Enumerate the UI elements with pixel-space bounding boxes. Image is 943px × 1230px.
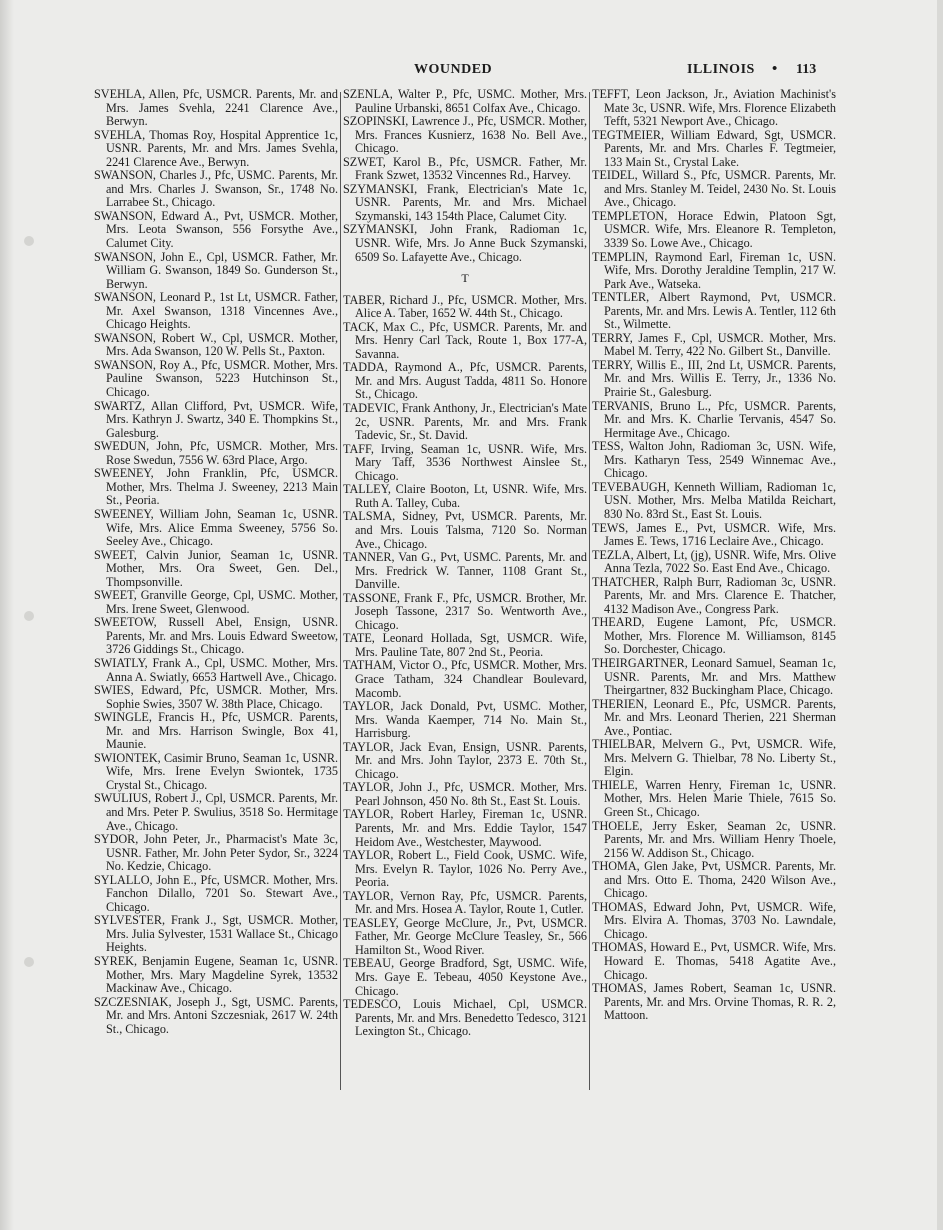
casualty-entry: TEFFT, Leon Jackson, Jr., Aviation Machinist's Mate 3c, USNR. Wife, Mrs. Florence Elizabeth Tefft, 5321 Newport Ave., Chicago. [592, 87, 836, 129]
column-1 [94, 88, 338, 1036]
casualty-entry: TEVEBAUGH, Kenneth William, Radioman 1c, USN. Mother, Mrs. Melba Matilda Reichart, 830 No. 83rd St., East St. Louis. [592, 479, 836, 521]
casualty-entry: SZYMANSKI, John Frank, Radioman 1c, USNR. Wife, Mrs. Jo Anne Buck Szymanski, 6509 So. Lafayette Ave., Chicago. [343, 222, 587, 264]
casualty-entry: TEMPLETON, Horace Edwin, Platoon Sgt, USMCR. Wife, Mrs. Eleanore R. Templeton, 3339 So. Lowe Ave., Chicago. [592, 208, 836, 251]
casualty-entry: TALSMA, Sidney, Pvt, USMCR. Parents, Mr. and Mrs. Louis Talsma, 7120 So. Norman Ave., Chicago. [343, 509, 587, 551]
casualty-entry: TESS, Walton John, Radioman 3c, USN. Wife, Mrs. Katharyn Tess, 2549 Winnemac Ave., Chicago. [592, 439, 836, 481]
binding-shadow [0, 0, 14, 1230]
casualty-entry: TERVANIS, Bruno L., Pfc, USMCR. Parents, Mr. and Mrs. K. Charlie Tervanis, 4547 So. Hermitage Ave., Chicago. [592, 398, 836, 440]
casualty-entry: THEARD, Eugene Lamont, Pfc, USMCR. Mother, Mrs. Florence M. Williamson, 8145 So. Dorchester, Chicago. [592, 615, 836, 657]
casualty-entry: TAYLOR, Robert L., Field Cook, USMC. Wife, Mrs. Evelyn R. Taylor, 1026 No. Perry Ave., Peoria. [343, 848, 587, 890]
casualty-entry: SVEHLA, Allen, Pfc, USMCR. Parents, Mr. and Mrs. James Svehla, 2241 Clarence Ave., Berwyn. [94, 87, 338, 129]
casualty-entry: SZWET, Karol B., Pfc, USMCR. Father, Mr. Frank Szwet, 13532 Vincennes Rd., Harvey. [343, 154, 587, 183]
casualty-entry: SWEETOW, Russell Abel, Ensign, USNR. Parents, Mr. and Mrs. Louis Edward Sweetow, 3726 Giddings St., Chicago. [94, 615, 338, 657]
casualty-entry: THOELE, Jerry Esker, Seaman 2c, USNR. Parents, Mr. and Mrs. William Henry Thoele, 2156 W. Addison St., Chicago. [592, 818, 836, 860]
casualty-entry: TENTLER, Albert Raymond, Pvt, USMCR. Parents, Mr. and Mrs. Lewis A. Tentler, 112 6th St., Wilmette. [592, 290, 836, 332]
casualty-entry: TACK, Max C., Pfc, USMCR. Parents, Mr. and Mrs. Henry Carl Tack, Route 1, Box 177-A, Savanna. [343, 319, 587, 361]
casualty-entry: SWEENEY, William John, Seaman 1c, USNR. Wife, Mrs. Alice Emma Sweeney, 5756 So. Seeley Ave., Chicago. [94, 506, 338, 549]
casualty-entry: TAFF, Irving, Seaman 1c, USNR. Wife, Mrs. Mary Taff, 3536 Northwest Ainslee St., Chicago. [343, 441, 587, 483]
page-edge [937, 0, 943, 1230]
casualty-entry: THOMAS, James Robert, Seaman 1c, USNR. Parents, Mr. and Mrs. Orvine Thomas, R. R. 2, Mattoon. [592, 981, 836, 1023]
casualty-entry: TEWS, James E., Pvt, USMCR. Wife, Mrs. James E. Tews, 1716 Leclaire Ave., Chicago. [592, 520, 836, 549]
casualty-entry: TALLEY, Claire Booton, Lt, USNR. Wife, Mrs. Ruth A. Talley, Cuba. [343, 482, 587, 510]
casualty-entry: SYREK, Benjamin Eugene, Seaman 1c, USNR. Mother, Mrs. Mary Magdeline Syrek, 13532 Mackinaw Ave., Chicago. [94, 954, 338, 996]
casualty-entry: TAYLOR, Robert Harley, Fireman 1c, USNR. Parents, Mr. and Mrs. Eddie Taylor, 1547 Heidom Ave., Westchester, Maywood. [343, 807, 587, 849]
casualty-entry: SWEET, Calvin Junior, Seaman 1c, USNR. Mother, Mrs. Ora Sweet, Gen. Del., Thompsonville. [94, 547, 338, 589]
binder-hole [24, 957, 34, 967]
binder-hole [24, 611, 34, 621]
casualty-entry: THOMAS, Howard E., Pvt, USMCR. Wife, Mrs. Howard E. Thomas, 5418 Agatite Ave., Chicago. [592, 940, 836, 982]
state-title: ILLINOIS [687, 62, 755, 77]
casualty-entry: SWANSON, Robert W., Cpl, USMCR. Mother, Mrs. Ada Swanson, 120 W. Pells St., Paxton. [94, 330, 338, 359]
casualty-entry: TADEVIC, Frank Anthony, Jr., Electrician's Mate 2c, USNR. Parents, Mr. and Mrs. Frank Tadevic, Sr., St. David. [343, 401, 587, 443]
casualty-entry: THERIEN, Leonard E., Pfc, USMCR. Parents, Mr. and Mrs. Leonard Therien, 221 Sherman Ave., Pontiac. [592, 696, 836, 738]
column-2 [343, 88, 587, 1039]
casualty-entry: SZCZESNIAK, Joseph J., Sgt, USMC. Parents, Mr. and Mrs. Antoni Szczesniak, 2617 W. 24th St., Chicago. [94, 994, 338, 1036]
casualty-entry: SYLALLO, John E., Pfc, USMCR. Mother, Mrs. Fanchon Dilallo, 7201 So. Stewart Ave., Chicago. [94, 872, 338, 914]
casualty-entry: THIELE, Warren Henry, Fireman 1c, USNR. Mother, Mrs. Helen Marie Thiele, 7615 So. Green St., Chicago. [592, 777, 836, 819]
casualty-entry: THATCHER, Ralph Burr, Radioman 3c, USNR. Parents, Mr. and Mrs. Clarence E. Thatcher, 4132 Madison Ave., Congress Park. [592, 574, 836, 616]
casualty-entry: TEGTMEIER, William Edward, Sgt, USMCR. Parents, Mr. and Mrs. Charles F. Tegtmeier, 133 Main St., Crystal Lake. [592, 127, 836, 169]
casualty-entry: SYLVESTER, Frank J., Sgt, USMCR. Mother, Mrs. Julia Sylvester, 1531 Wallace St., Chicago Heights. [94, 913, 338, 955]
casualty-entry: TAYLOR, Vernon Ray, Pfc, USMCR. Parents, Mr. and Mrs. Hosea A. Taylor, Route 1, Cutler. [343, 888, 587, 917]
column-3 [592, 88, 836, 1023]
casualty-entry: SWEDUN, John, Pfc, USMCR. Mother, Mrs. Rose Swedun, 7556 W. 63rd Place, Argo. [94, 439, 338, 467]
casualty-entry: SWANSON, Leonard P., 1st Lt, USMCR. Father, Mr. Axel Swanson, 1318 Vincennes Ave., Chicago Heights. [94, 290, 338, 332]
casualty-entry: SWIES, Edward, Pfc, USMCR. Mother, Mrs. Sophie Swies, 3507 W. 38th Place, Chicago. [94, 683, 338, 711]
casualty-entry: SVEHLA, Thomas Roy, Hospital Apprentice 1c, USNR. Parents, Mr. and Mrs. James Svehla, 2241 Clarence Ave., Berwyn. [94, 127, 338, 169]
casualty-entry: TERRY, James F., Cpl, USMCR. Mother, Mrs. Mabel M. Terry, 422 No. Gilbert St., Danville. [592, 330, 836, 359]
casualty-entry: TEIDEL, Willard S., Pfc, USMCR. Parents, Mr. and Mrs. Stanley M. Teidel, 2430 No. St. Louis Ave., Chicago. [592, 168, 836, 210]
casualty-entry: TEZLA, Albert, Lt, (jg), USNR. Wife, Mrs. Olive Anna Tezla, 7022 So. East End Ave., Chicago. [592, 547, 836, 576]
section-letter: T [461, 271, 469, 286]
column-2-s-entries [343, 88, 587, 264]
casualty-entry: SWEENEY, John Franklin, Pfc, USMCR. Mother, Mrs. Thelma J. Sweeney, 2213 Main St., Peoria. [94, 466, 338, 508]
casualty-entry: TATHAM, Victor O., Pfc, USMCR. Mother, Mrs. Grace Tatham, 324 Chandlear Boulevard, Macomb. [343, 658, 587, 700]
casualty-entry: SWEET, Granville George, Cpl, USMC. Mother, Mrs. Irene Sweet, Glenwood. [94, 588, 338, 616]
page-header [94, 62, 824, 82]
casualty-entry: TADDA, Raymond A., Pfc, USMCR. Parents, Mr. and Mrs. August Tadda, 4811 So. Honore St., Chicago. [343, 360, 587, 402]
casualty-entry: SZOPINSKI, Lawrence J., Pfc, USMCR. Mother, Mrs. Frances Kusnierz, 1638 No. Bell Ave., Chicago. [343, 114, 587, 156]
casualty-entry: SWULIUS, Robert J., Cpl, USMCR. Parents, Mr. and Mrs. Peter P. Swulius, 3518 So. Hermitage Ave., Chicago. [94, 791, 338, 833]
column-rule [340, 92, 341, 1090]
casualty-entry: THOMA, Glen Jake, Pvt, USMCR. Parents, Mr. and Mrs. Otto E. Thoma, 2420 Wilson Ave., Chicago. [592, 859, 836, 901]
casualty-entry: TATE, Leonard Hollada, Sgt, USMCR. Wife, Mrs. Pauline Tate, 807 2nd St., Peoria. [343, 631, 587, 659]
binder-hole [24, 236, 34, 246]
casualty-entry: TANNER, Van G., Pvt, USMC. Parents, Mr. and Mrs. Fredrick W. Tanner, 1108 Grant St., Danville. [343, 550, 587, 592]
page-number: 113 [796, 62, 817, 77]
casualty-entry: SWARTZ, Allan Clifford, Pvt, USMCR. Wife, Mrs. Kathryn J. Swartz, 340 E. Thompkins St., Galesburg. [94, 398, 338, 440]
casualty-entry: SWANSON, Edward A., Pvt, USMCR. Mother, Mrs. Leota Swanson, 556 Forsythe Ave., Calumet City. [94, 208, 338, 251]
casualty-entry: TAYLOR, Jack Evan, Ensign, USNR. Parents, Mr. and Mrs. John Taylor, 2373 E. 70th St., Chicago. [343, 739, 587, 781]
casualty-entry: TEMPLIN, Raymond Earl, Fireman 1c, USN. Wife, Mrs. Dorothy Jeraldine Templin, 217 W. Park Ave., Watseka. [592, 249, 836, 291]
casualty-entry: TAYLOR, John J., Pfc, USMCR. Mother, Mrs. Pearl Johnson, 450 No. 8th St., East St. Louis. [343, 780, 587, 808]
casualty-entry: SZENLA, Walter P., Pfc, USMC. Mother, Mrs. Pauline Urbanski, 8651 Colfax Ave., Chicago. [343, 87, 587, 115]
casualty-entry: TERRY, Willis E., III, 2nd Lt, USMCR. Parents, Mr. and Mrs. Willis E. Terry, Jr., 1336 No. Prairie St., Galesburg. [592, 357, 836, 400]
column-rule [589, 92, 590, 1090]
casualty-entry: TASSONE, Frank F., Pfc, USMCR. Brother, Mr. Joseph Tassone, 2317 So. Wentworth Ave., Chicago. [343, 590, 587, 632]
casualty-entry: TEBEAU, George Bradford, Sgt, USMC. Wife, Mrs. Gaye E. Tebeau, 4050 Keystone Ave., Chicago. [343, 956, 587, 998]
casualty-entry: THIELBAR, Melvern G., Pvt, USMCR. Wife, Mrs. Melvern G. Thielbar, 78 No. Liberty St., Elgin. [592, 737, 836, 779]
casualty-entry: SZYMANSKI, Frank, Electrician's Mate 1c, USNR. Parents, Mr. and Mrs. Michael Szymanski, 143 154th Place, Calumet City. [343, 181, 587, 223]
section-title: WOUNDED [414, 62, 493, 77]
casualty-entry: THOMAS, Edward John, Pvt, USMCR. Wife, Mrs. Elvira A. Thomas, 3703 No. Lawndale, Chicago. [592, 899, 836, 941]
casualty-entry: TEASLEY, George McClure, Jr., Pvt, USMCR. Father, Mr. George McClure Teasley, Sr., 566 Hamilton St., Wood River. [343, 915, 587, 957]
casualty-entry: TEDESCO, Louis Michael, Cpl, USMCR. Parents, Mr. and Mrs. Benedetto Tedesco, 3121 Lexington St., Chicago. [343, 997, 587, 1039]
casualty-entry: THEIRGARTNER, Leonard Samuel, Seaman 1c, USNR. Parents, Mr. and Mrs. Matthew Theirgartner, 832 Buckingham Place, Chicago. [592, 655, 836, 698]
casualty-entry: SWANSON, Charles J., Pfc, USMC. Parents, Mr. and Mrs. Charles J. Swanson, Sr., 1748 No. Larrabee St., Chicago. [94, 168, 338, 210]
header-bullet: • [772, 61, 778, 77]
casualty-entry: SWINGLE, Francis H., Pfc, USMCR. Parents, Mr. and Mrs. Harrison Swingle, Box 41, Maunie. [94, 710, 338, 752]
casualty-entry: SWIONTEK, Casimir Bruno, Seaman 1c, USNR. Wife, Mrs. Irene Evelyn Swiontek, 1735 Crystal St., Chicago. [94, 750, 338, 792]
casualty-entry: SWIATLY, Frank A., Cpl, USMC. Mother, Mrs. Anna A. Swiatly, 6653 Hartwell Ave., Chicago. [94, 655, 338, 684]
casualty-entry: SWANSON, Roy A., Pfc, USMCR. Mother, Mrs. Pauline Swanson, 5223 Hutchinson St., Chicago. [94, 357, 338, 400]
casualty-entry: TAYLOR, Jack Donald, Pvt, USMC. Mother, Mrs. Wanda Kaemper, 714 No. Main St., Harrisburg. [343, 699, 587, 741]
casualty-entry: SWANSON, John E., Cpl, USMCR. Father, Mr. William G. Swanson, 1849 So. Gunderson St., Berwyn. [94, 249, 338, 291]
column-2-t-entries [343, 294, 587, 1039]
casualty-entry: TABER, Richard J., Pfc, USMCR. Mother, Mrs. Alice A. Taber, 1652 W. 44th St., Chicago. [343, 292, 587, 321]
casualty-entry: SYDOR, John Peter, Jr., Pharmacist's Mate 3c, USNR. Father, Mr. John Peter Sydor, Sr., 3224 No. Kedzie, Chicago. [94, 832, 338, 874]
